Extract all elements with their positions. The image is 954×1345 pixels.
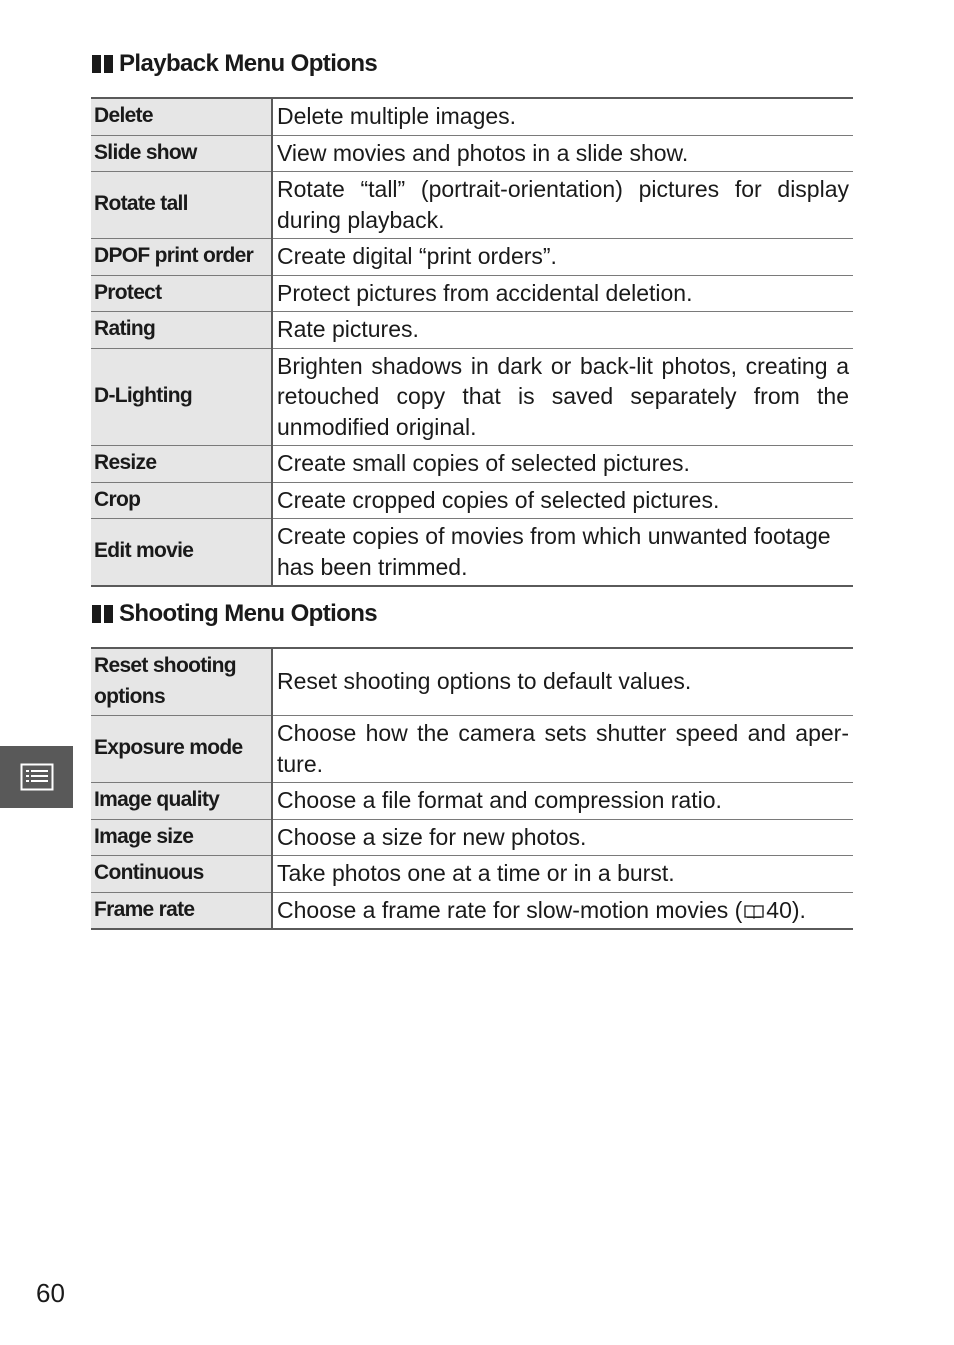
option-description: Brighten shadows in dark or back-lit photos, creating a retouched copy that is saved separately from the unmodified original. xyxy=(272,348,853,446)
option-description: Delete multiple images. xyxy=(272,98,853,135)
option-description: View movies and photos in a slide show. xyxy=(272,135,853,172)
table-row xyxy=(91,239,853,276)
option-description: Choose a file format and compression ratio. xyxy=(272,783,853,820)
shooting-menu-table xyxy=(91,647,853,930)
chapter-side-tab xyxy=(0,746,73,808)
table-row xyxy=(91,98,853,135)
option-name: Edit movie xyxy=(91,519,272,587)
option-description: Choose how the camera sets shutter speed and aper-ture. xyxy=(272,716,853,783)
table-row xyxy=(91,819,853,856)
playback-menu-table xyxy=(91,97,853,587)
option-description: Take photos one at a time or in a burst. xyxy=(272,856,853,893)
playback-menu-heading xyxy=(92,50,377,78)
heading-marker-icon xyxy=(92,605,113,623)
option-name: D-Lighting xyxy=(91,348,272,446)
option-description: Create small copies of selected pictures. xyxy=(272,446,853,483)
book-icon xyxy=(744,904,764,919)
option-name: Slide show xyxy=(91,135,272,172)
table-row xyxy=(91,312,853,349)
table-row xyxy=(91,135,853,172)
page-reference[interactable]: 40 xyxy=(766,896,792,923)
table-row xyxy=(91,648,853,716)
option-description: Create copies of movies from which unwanted footage has been trimmed. xyxy=(272,519,853,587)
option-name: Frame rate xyxy=(91,892,272,929)
description-text: Choose a frame rate for slow-motion movies ( xyxy=(277,896,743,923)
heading-marker-icon xyxy=(92,55,113,73)
page-number: 60 xyxy=(36,1278,65,1308)
table-row xyxy=(91,892,853,929)
option-description: Rate pictures. xyxy=(272,312,853,349)
table-row xyxy=(91,482,853,519)
option-name: Exposure mode xyxy=(91,716,272,783)
shooting-menu-heading xyxy=(92,600,377,628)
option-name: DPOF print order xyxy=(91,239,272,276)
option-name: Reset shooting options xyxy=(91,648,272,716)
option-description: Create digital “print orders”. xyxy=(272,239,853,276)
option-name: Continuous xyxy=(91,856,272,893)
table-row xyxy=(91,275,853,312)
table-row xyxy=(91,716,853,783)
shooting-menu-title: Shooting Menu Options xyxy=(119,600,378,627)
option-name: Rotate tall xyxy=(91,172,272,239)
table-row xyxy=(91,348,853,446)
option-description: Reset shooting options to default values. xyxy=(272,648,853,716)
description-text: ). xyxy=(791,896,806,923)
table-row xyxy=(91,172,853,239)
table-row xyxy=(91,446,853,483)
option-description: Protect pictures from accidental deletion. xyxy=(272,275,853,312)
option-name: Image quality xyxy=(91,783,272,820)
option-description: Choose a size for new photos. xyxy=(272,819,853,856)
option-description xyxy=(272,892,853,929)
option-description: Create cropped copies of selected pictures. xyxy=(272,482,853,519)
table-row xyxy=(91,783,853,820)
option-name: Crop xyxy=(91,482,272,519)
option-name: Rating xyxy=(91,312,272,349)
table-row xyxy=(91,519,853,587)
option-name: Protect xyxy=(91,275,272,312)
playback-menu-title: Playback Menu Options xyxy=(119,50,378,77)
menu-list-icon xyxy=(20,763,54,791)
option-description: Rotate “tall” (portrait-orientation) pictures for display during playback. xyxy=(272,172,853,239)
option-name: Delete xyxy=(91,98,272,135)
table-row xyxy=(91,856,853,893)
option-name: Image size xyxy=(91,819,272,856)
option-name: Resize xyxy=(91,446,272,483)
